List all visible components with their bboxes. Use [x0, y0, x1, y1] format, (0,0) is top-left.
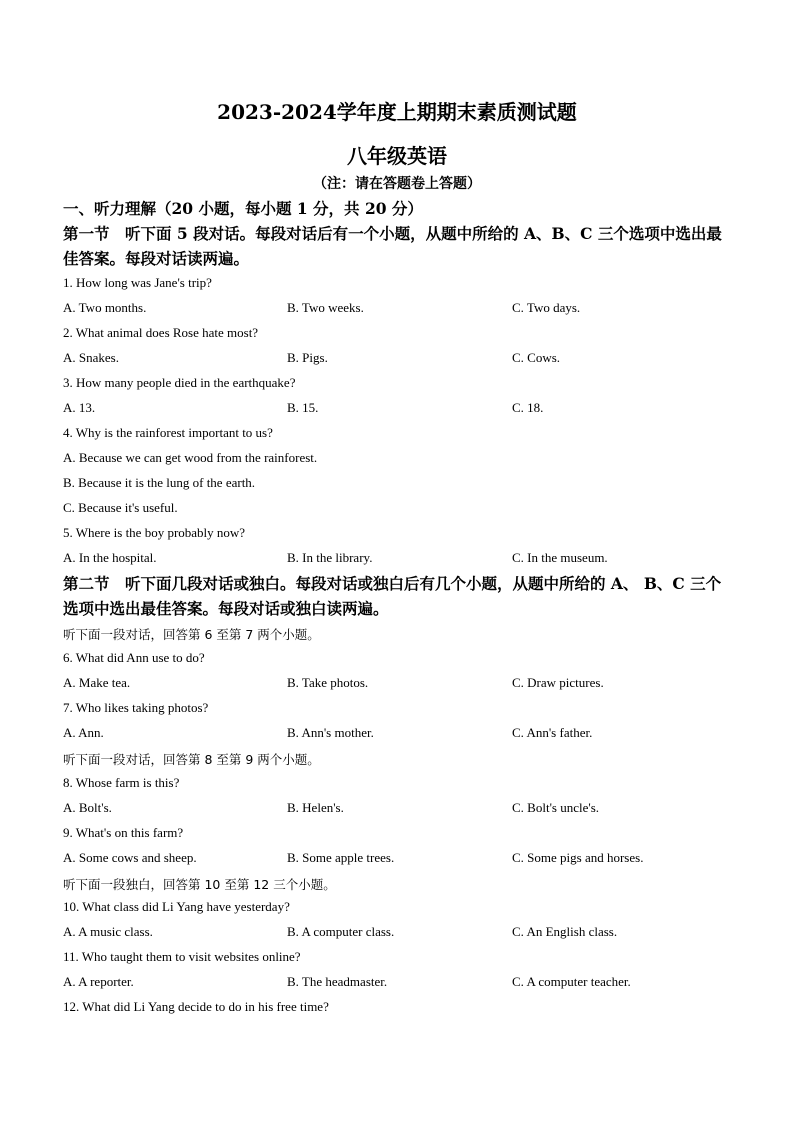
q3-option-b: B. 15. [287, 400, 319, 415]
question-5: 5. Where is the boy probably now? [63, 525, 246, 540]
question-9: 9. What's on this farm? [63, 825, 184, 840]
q10-option-b: B. A computer class. [287, 924, 395, 939]
question-7: 7. Who likes taking photos? [63, 700, 209, 715]
q4-option-c: C. Because it's useful. [63, 500, 178, 515]
question-10: 10. What class did Li Yang have yesterday? [63, 899, 290, 914]
q10-option-c: C. An English class. [512, 924, 618, 939]
q5-option-a: A. In the hospital. [63, 550, 157, 565]
q6-option-b: B. Take photos. [287, 675, 369, 690]
q9-option-a: A. Some cows and sheep. [63, 850, 197, 865]
question-3: 3. How many people died in the earthquake? [63, 375, 296, 390]
q11-option-a: A. A reporter. [63, 974, 134, 989]
section1-instructions: 第一节 听下面 5 段对话。每段对话后有一个小题，从题中所给的 A、B、C 三个选项中选出最佳答案。每段对话读两遍。 [63, 224, 722, 268]
part1-heading: 一、听力理解（20 小题，每小题 1 分，共 20 分） [63, 199, 423, 218]
q3-option-a: A. 13. [63, 400, 96, 415]
question-11: 11. Who taught them to visit websites online? [63, 949, 301, 964]
exam-title: 2023-2024学年度上期期末素质测试题 [217, 100, 577, 124]
question-1: 1. How long was Jane's trip? [63, 275, 212, 290]
question-4: 4. Why is the rainforest important to us? [63, 425, 273, 440]
q2-option-c: C. Cows. [512, 350, 561, 365]
q9-option-b: B. Some apple trees. [287, 850, 395, 865]
q8-option-b: B. Helen's. [287, 800, 344, 815]
listening-instruction-10-12: 听下面一段独白，回答第 10 至第 12 三个小题。 [63, 877, 336, 892]
question-12: 12. What did Li Yang decide to do in his free time? [63, 999, 329, 1014]
q4-option-a: A. Because we can get wood from the rainforest. [63, 450, 318, 465]
q6-option-a: A. Make tea. [63, 675, 131, 690]
q10-option-a: A. A music class. [63, 924, 153, 939]
exam-note: （注：请在答题卷上答题） [313, 176, 481, 192]
exam-subtitle: 八年级英语 [347, 144, 447, 168]
q5-option-c: C. In the museum. [512, 550, 608, 565]
q4-option-b: B. Because it is the lung of the earth. [63, 475, 256, 490]
section2-instructions: 第二节 听下面几段对话或独白。每段对话或独白后有几个小题，从题中所给的 A、 B、C 三个选项中选出最佳答案。每段对话或独白读两遍。 [63, 574, 722, 618]
listening-instruction-8-9: 听下面一段对话，回答第 8 至第 9 两个小题。 [63, 752, 320, 767]
q1-option-c: C. Two days. [512, 300, 581, 315]
q11-option-c: C. A computer teacher. [512, 974, 631, 989]
q7-option-a: A. Ann. [63, 725, 104, 740]
q7-option-c: C. Ann's father. [512, 725, 593, 740]
q8-option-a: A. Bolt's. [63, 800, 112, 815]
q5-option-b: B. In the library. [287, 550, 373, 565]
q7-option-b: B. Ann's mother. [287, 725, 374, 740]
q9-option-c: C. Some pigs and horses. [512, 850, 644, 865]
q11-option-b: B. The headmaster. [287, 974, 388, 989]
question-8: 8. Whose farm is this? [63, 775, 180, 790]
question-6: 6. What did Ann use to do? [63, 650, 205, 665]
q2-option-a: A. Snakes. [63, 350, 119, 365]
listening-instruction-6-7: 听下面一段对话，回答第 6 至第 7 两个小题。 [63, 627, 320, 642]
q1-option-b: B. Two weeks. [287, 300, 364, 315]
q2-option-b: B. Pigs. [287, 350, 328, 365]
q3-option-c: C. 18. [512, 400, 544, 415]
question-2: 2. What animal does Rose hate most? [63, 325, 259, 340]
q1-option-a: A. Two months. [63, 300, 147, 315]
q8-option-c: C. Bolt's uncle's. [512, 800, 600, 815]
q6-option-c: C. Draw pictures. [512, 675, 604, 690]
